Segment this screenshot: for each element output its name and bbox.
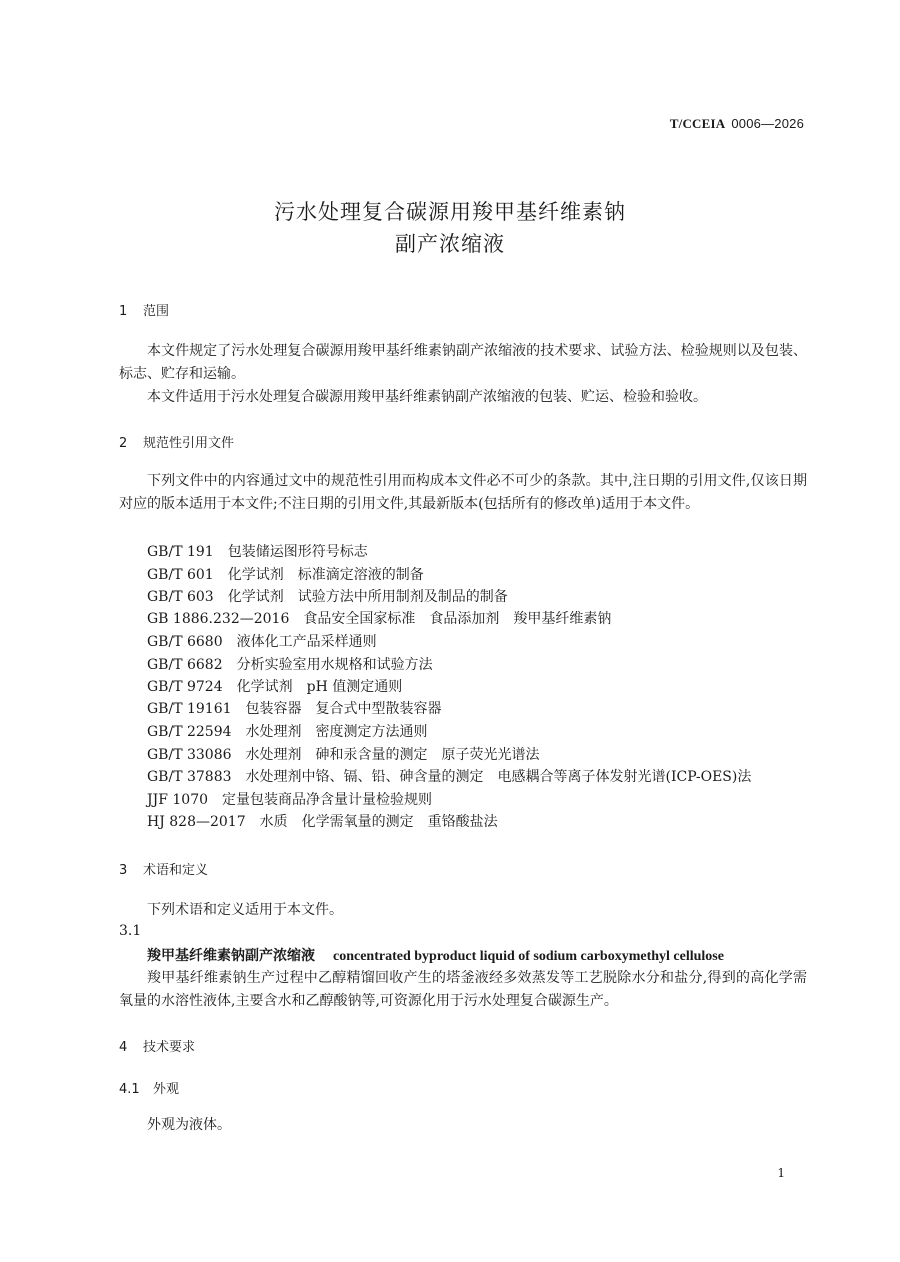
section-number: 4 <box>119 1040 128 1055</box>
standard-code <box>670 116 804 132</box>
section-title: 规范性引用文件 <box>143 436 235 451</box>
section-heading-normative-references <box>119 432 234 451</box>
subsection-title: 外观 <box>153 1082 180 1097</box>
section-number: 2 <box>119 436 128 451</box>
term-english: concentrated byproduct liquid of sodium carboxymethyl cellulose <box>333 949 724 964</box>
reference-item: GB/T 22594 水处理剂 密度测定方法通则 <box>147 724 428 740</box>
standard-prefix: T/CCEIA <box>669 116 726 131</box>
subsection-heading-appearance <box>119 1078 179 1097</box>
references-intro-paragraph: 下列文件中的内容通过文中的规范性引用而构成本文件必不可少的条款。其中,注日期的引用文件,仅该日期对应的版本适用于本文件;不注日期的引用文件,其最新版本(包括所有的修改单)适用于本文件。 <box>119 473 807 512</box>
section-heading-terms <box>119 859 208 878</box>
section-number: 1 <box>119 304 128 319</box>
reference-item: GB/T 9724 化学试剂 pH 值测定通则 <box>147 679 403 695</box>
section-heading-technical-requirements <box>119 1036 195 1055</box>
term-chinese: 羧甲基纤维素钠副产浓缩液 <box>147 948 315 964</box>
reference-item: GB/T 33086 水处理剂 砷和汞含量的测定 原子荧光光谱法 <box>147 747 540 763</box>
section-title: 范围 <box>143 304 170 319</box>
term-entry <box>147 945 724 965</box>
reference-item: JJF 1070 定量包装商品净含量计量检验规则 <box>147 792 433 808</box>
term-number: 3.1 <box>119 923 142 939</box>
reference-item: GB/T 37883 水处理剂中铬、镉、铅、砷含量的测定 电感耦合等离子体发射光谱(ICP-OES)法 <box>147 769 752 785</box>
reference-item: GB/T 601 化学试剂 标准滴定溶液的制备 <box>147 567 424 583</box>
scope-paragraph-2: 本文件适用于污水处理复合碳源用羧甲基纤维素钠副产浓缩液的包装、贮运、检验和验收。 <box>147 389 707 405</box>
section-number: 3 <box>119 863 128 878</box>
page-number: 1 <box>777 1166 785 1180</box>
reference-item: GB/T 191 包装储运图形符号标志 <box>147 544 368 560</box>
reference-item: GB/T 603 化学试剂 试验方法中所用制剂及制品的制备 <box>147 589 508 605</box>
reference-item: HJ 828—2017 水质 化学需氧量的测定 重铬酸盐法 <box>147 814 498 830</box>
section-heading-scope <box>119 300 169 319</box>
terms-intro-paragraph: 下列术语和定义适用于本文件。 <box>147 902 343 918</box>
term-definition: 羧甲基纤维素钠生产过程中乙醇精馏回收产生的塔釜液经多效蒸发等工艺脱除水分和盐分,得到的高化学需氧量的水溶性液体,主要含水和乙醇酸钠等,可资源化用于污水处理复合碳源生产。 <box>119 970 807 1009</box>
reference-item: GB/T 6680 液体化工产品采样通则 <box>147 634 377 650</box>
reference-item: GB/T 19161 包装容器 复合式中型散装容器 <box>147 701 442 717</box>
document-title-line1: 污水处理复合碳源用羧甲基纤维素钠 <box>274 200 626 224</box>
reference-item: GB 1886.232—2016 食品安全国家标准 食品添加剂 羧甲基纤维素钠 <box>147 611 612 627</box>
subsection-number: 4.1 <box>119 1082 140 1097</box>
reference-item: GB/T 6682 分析实验室用水规格和试验方法 <box>147 657 433 673</box>
standard-number: 0006—2026 <box>731 116 804 131</box>
document-title-line2: 副产浓缩液 <box>395 232 505 256</box>
section-title: 技术要求 <box>143 1040 196 1055</box>
appearance-paragraph: 外观为液体。 <box>147 1117 231 1133</box>
scope-paragraph-1: 本文件规定了污水处理复合碳源用羧甲基纤维素钠副产浓缩液的技术要求、试验方法、检验规则以及包装、标志、贮存和运输。 <box>119 343 807 382</box>
section-title: 术语和定义 <box>143 863 209 878</box>
